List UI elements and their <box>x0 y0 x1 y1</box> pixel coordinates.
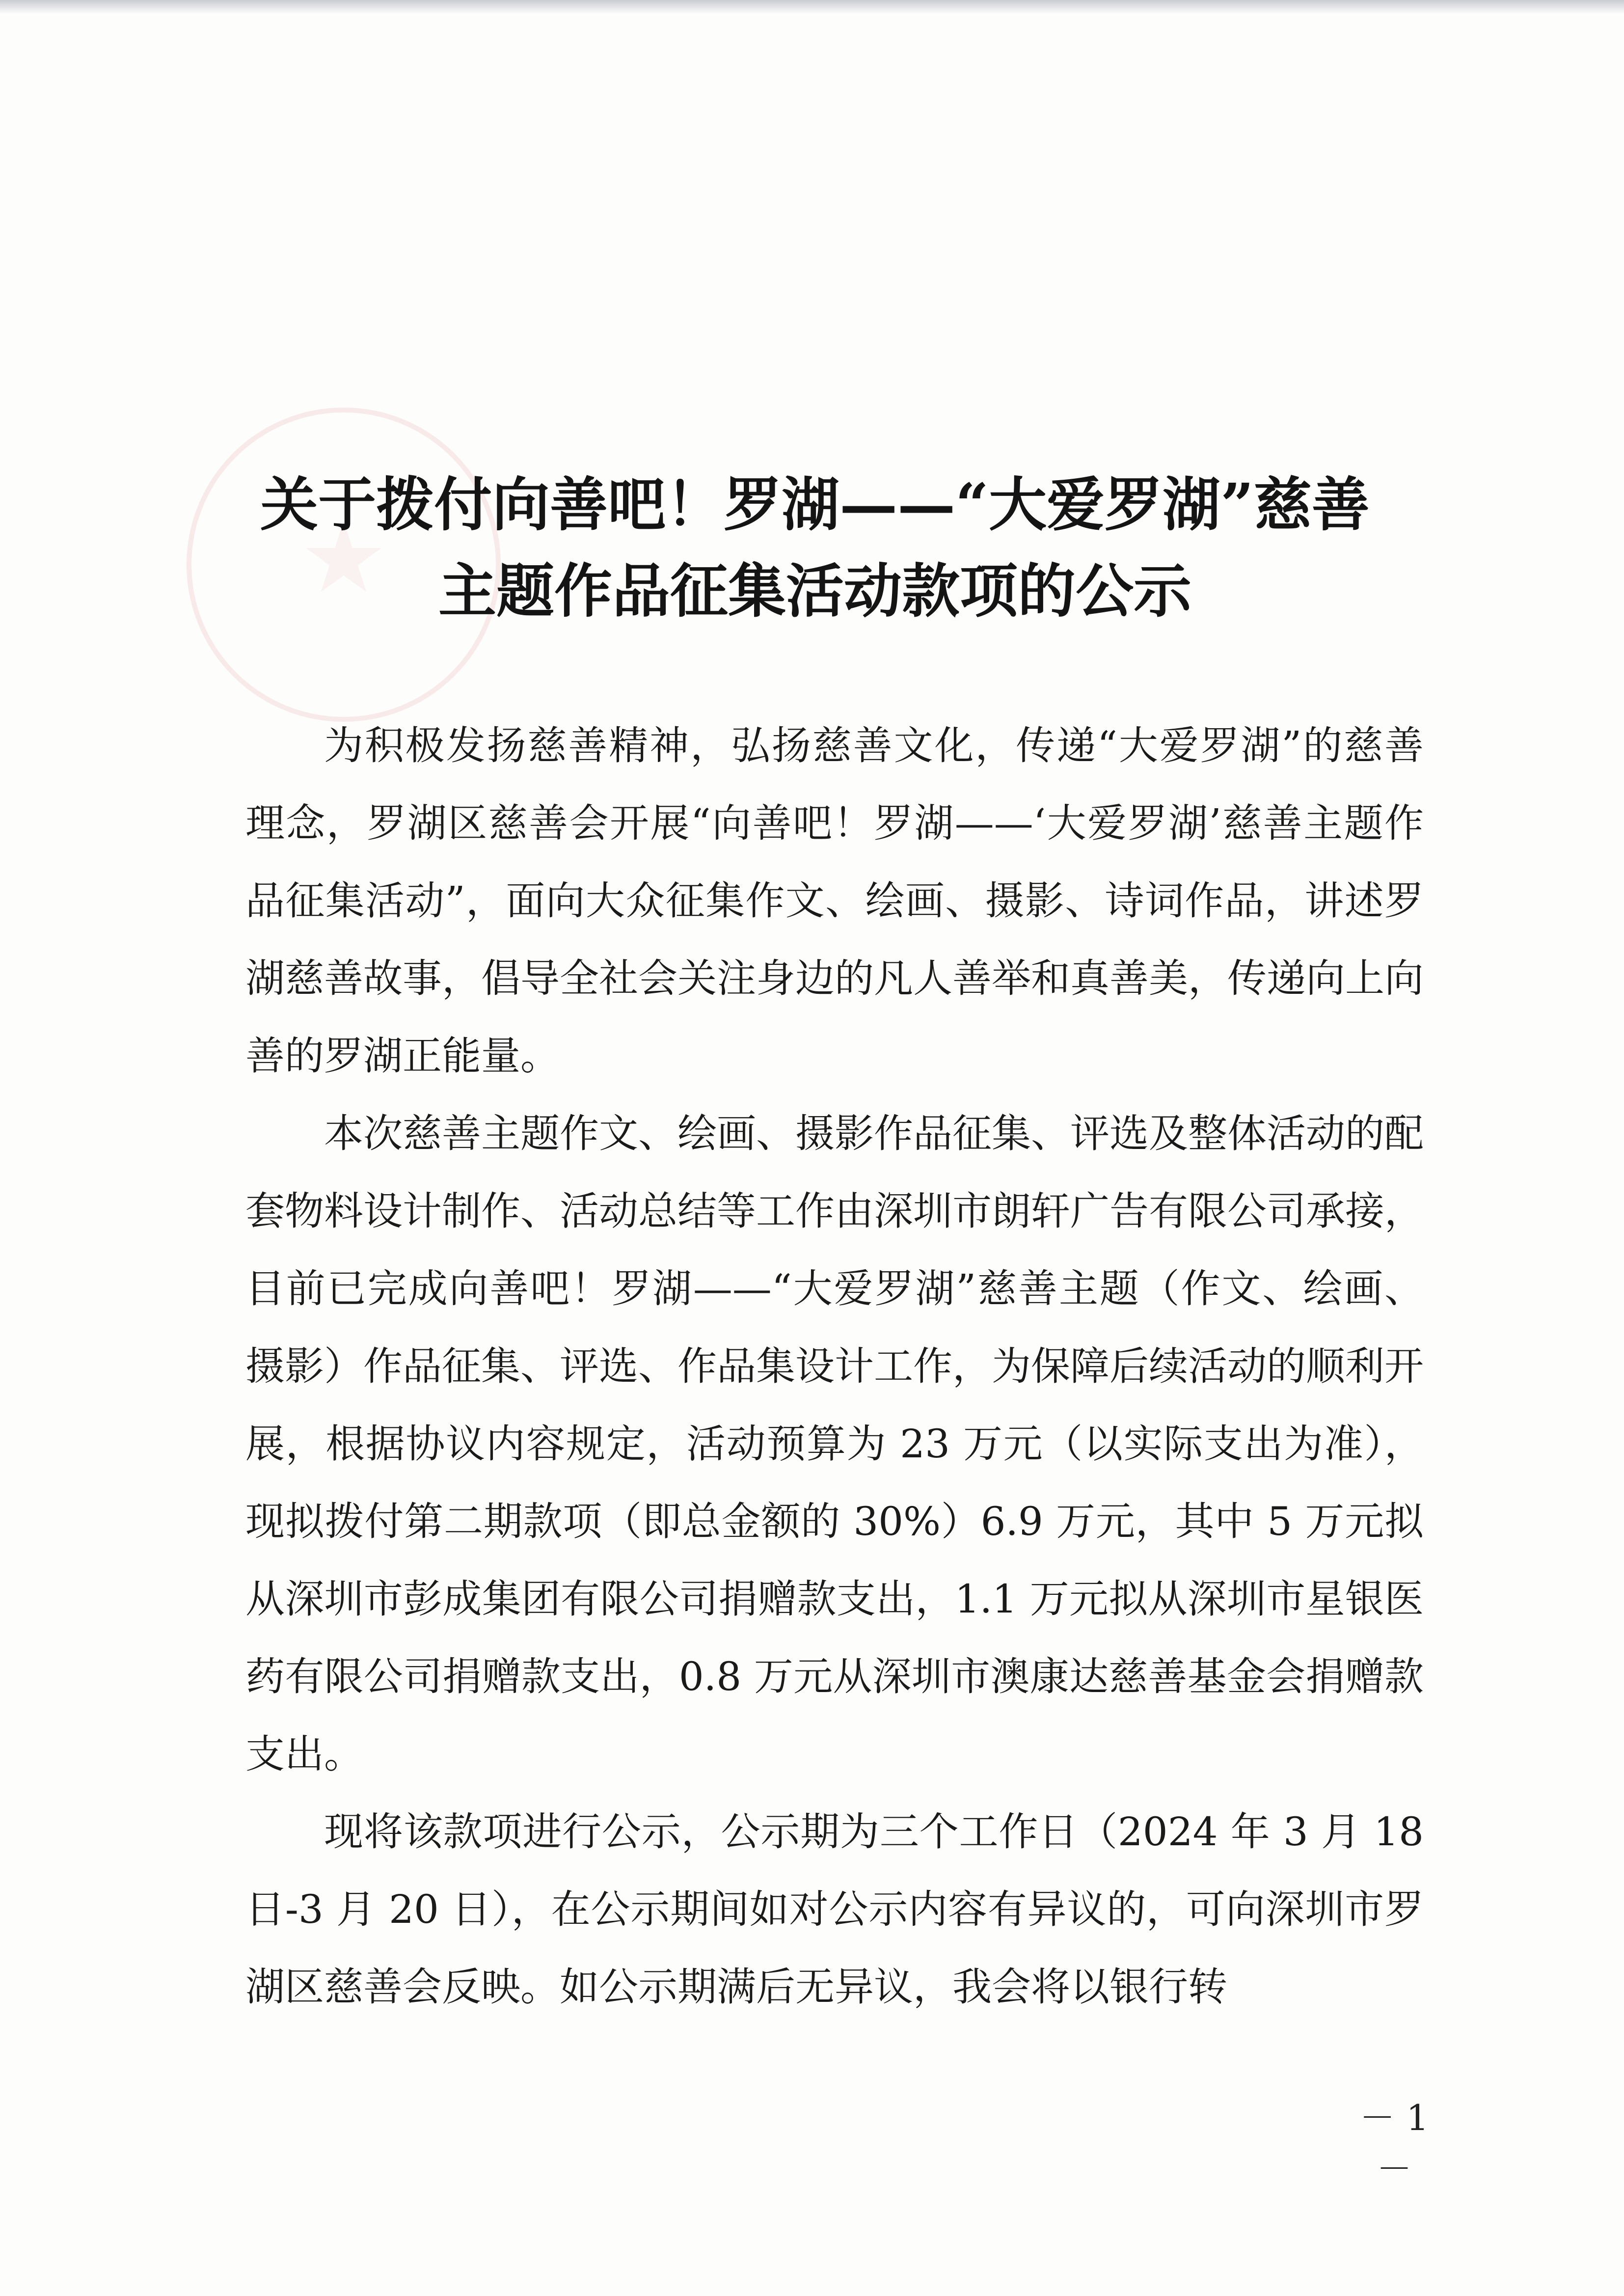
title-line-1: 关于拨付向善吧！罗湖——“大爱罗湖”慈善 <box>260 470 1370 539</box>
page-number: － 1 － <box>1359 2097 1429 2189</box>
paragraph-1: 为积极发扬慈善精神，弘扬慈善文化，传递“大爱罗湖”的慈善理念，罗湖区慈善会开展“向善吧！罗湖——‘大爱罗湖’慈善主题作品征集活动”，面向大众征集作文、绘画、摄影、诗词作品，讲述罗湖慈善故事，倡导全社会关注身边的凡人善举和真善美，传递向上向善的罗湖正能量。 <box>245 723 1424 1079</box>
paragraph-2: 本次慈善主题作文、绘画、摄影作品征集、评选及整体活动的配套物料设计制作、活动总结等工作由深圳市朗轩广告有限公司承接，目前已完成向善吧！罗湖——“大爱罗湖”慈善主题（作文、绘画、摄影）作品征集、评选、作品集设计工作，为保障后续活动的顺利开展，根据协议内容规定，活动预算为 23 万元（以实际支出为准），现拟拨付第二期款项（即总金额的 30%）6.9 万元，其中 5 万元拟从深圳市彭成集团有限公司捐赠款支出，1.1 万元拟从深圳市星银医药有限公司捐赠款支出，0.8 万元从深圳市澳康达慈善基金会捐赠款支出。 <box>245 1111 1424 1777</box>
document-title <box>206 462 1424 634</box>
paragraph-3: 现将该款项进行公示，公示期为三个工作日（2024 年 3 月 18 日-3 月 20 日），在公示期间如对公示内容有异议的，可向深圳市罗湖区慈善会反映。如公示期满后无异议，我会将以银行转 <box>245 1809 1424 2010</box>
document-body <box>245 707 1424 2026</box>
title-line-2: 主题作品征集活动款项的公示 <box>438 557 1191 625</box>
scan-edge-shadow <box>0 0 1624 14</box>
